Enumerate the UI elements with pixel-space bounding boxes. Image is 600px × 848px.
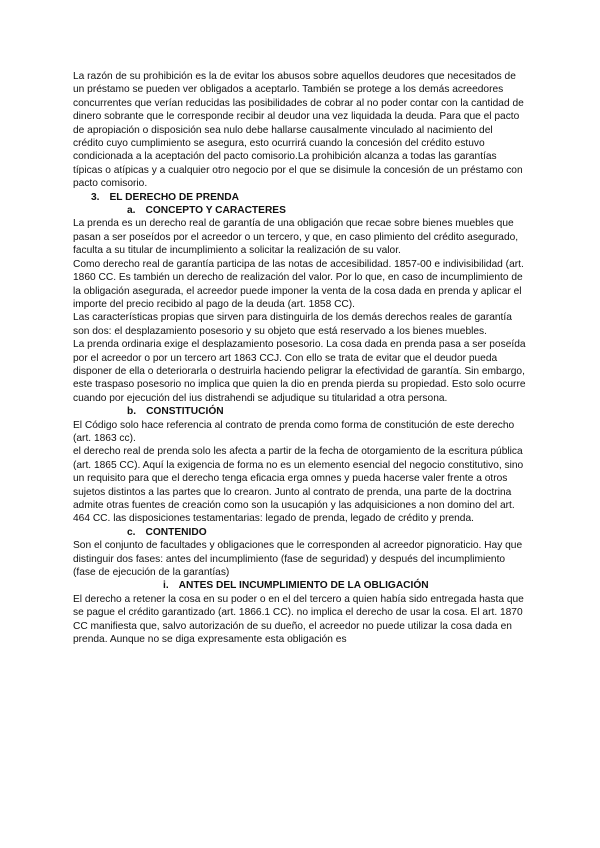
paragraph-concepto-3: Las características propias que sirven para distinguirla de los demás derechos reales de garantía son dos: el desplazamiento posesorio y su objeto que está reservado a los bienes muebles. (73, 312, 512, 337)
heading-number: c. (127, 526, 136, 538)
paragraph-concepto-4: La prenda ordinaria exige el desplazamiento posesorio. La cosa dada en prenda pasa a ser poseída por el acreedor o por un tercero art 1863 CCJ. Con ello se trata de evitar que el deudor pueda disponer de ella o deteriorarla o destruirla haciendo peligrar la efectividad de garantía. Sin embargo, este traspaso posesorio no implica que quien la dio en prenda pierda su propiedad. Esto solo ocurre cuando por ejecución del ius distrahendi se adjudique su titularidad a otra persona. (73, 339, 526, 404)
heading-number: a. (127, 205, 136, 217)
heading-number: b. (127, 406, 137, 418)
paragraph-constitucion-2: el derecho real de prenda solo les afecta a partir de la fecha de otorgamiento de la escritura pública (art. 1865 CC). Aquí la exigencia de forma no es un elemento esencial del negocio constitutivo, sino un requisito para que el derecho tenga eficacia erga omnes y pueda hacerse valer frente a otros sujetos distintos a las partes que lo crearon. Junto al contrato de prenda, una parte de la doctrina admite otras fuentes de creación como son la usucapión y las adquisiciones a non domino del art. 464 CC. las disposiciones testamentarias: legado de prenda, legado de crédito y prenda. (73, 446, 524, 525)
paragraph-concepto-2: Como derecho real de garantía participa de las notas de accesibilidad. 1857-00 e indivisibilidad (art. 1860 CC. Es también un derecho de realización del valor. Por lo que, en caso de incumplimiento de la obligación asegurada, el acreedor puede imponer la venta de la cosa dada en prenda y aplicar el importe del precio recibido al pago de la deuda (art. 1858 CC). (73, 258, 524, 310)
heading-concepto-y-caracteres (73, 204, 526, 217)
heading-title: EL DERECHO DE PRENDA (109, 191, 239, 203)
heading-title: CONTENIDO (145, 526, 207, 538)
heading-contenido (73, 526, 526, 539)
paragraph-antes-1: El derecho a retener la cosa en su poder o en el del tercero a quien había sido entregada hasta que se pague el crédito garantizado (art. 1866.1 CC). no implica el derecho de usar la cosa. El art. 1870 CC manifiesta que, salvo autorización de su dueño, el acreedor no puede utilizar la cosa dada en prenda. Aunque no se diga expresamente esta obligación es (73, 593, 524, 646)
heading-title: CONSTITUCIÓN (146, 406, 224, 418)
heading-constitucion (73, 405, 526, 418)
heading-number: 3. (91, 191, 100, 203)
paragraph-intro: La razón de su prohibición es la de evitar los abusos sobre aquellos deudores que necesitados de un préstamo se pueden ver obligados a aceptarlo. También se protege a los demás acreedores concurrentes que verían reducidas las posibilidades de cobrar al no poder contar con la cantidad de dinero sobrante que le corresponde recibir al deudor una vez liquidada la deuda. Para que el pacto de apropiación o disposición sea nulo debe hallarse causalmente vinculado al nacimiento del crédito cuyo cumplimiento se asegura, esto ocurrirá cuando la concesión del crédito estuvo condicionada a la aceptación del pacto comisorio.La prohibición alcanza a todas las garantías típicas o atípicas y a cualquier otro negocio por el que se disimule la concesión de un préstamo con pacto comisorio. (73, 71, 524, 190)
heading-title: CONCEPTO Y CARACTERES (145, 205, 286, 217)
heading-title: ANTES DEL INCUMPLIMIENTO DE LA OBLIGACIÓN (178, 580, 429, 592)
paragraph-concepto-1: La prenda es un derecho real de garantía de una obligación que recae sobre bienes muebles que pasan a ser poseídos por el acreedor o un tercero, y que, en caso plimiento del crédito asegurado, faculta a su titular de incumplimiento a solicitar la realización de su valor. (73, 218, 519, 257)
heading-antes-del-incumplimiento (73, 579, 526, 592)
heading-number: i. (163, 580, 169, 592)
paragraph-contenido-1: Son el conjunto de facultades y obligaciones que le corresponden al acreedor pignoraticio. Hay que distinguir dos fases: antes del incumplimiento (fase de seguridad) y después del incumplimiento (fase de ejecución de la garantías) (73, 540, 523, 579)
heading-derecho-de-prenda (73, 191, 526, 204)
paragraph-constitucion-1: El Código solo hace referencia al contrato de prenda como forma de constitución de este derecho (art. 1863 cc). (73, 419, 515, 444)
